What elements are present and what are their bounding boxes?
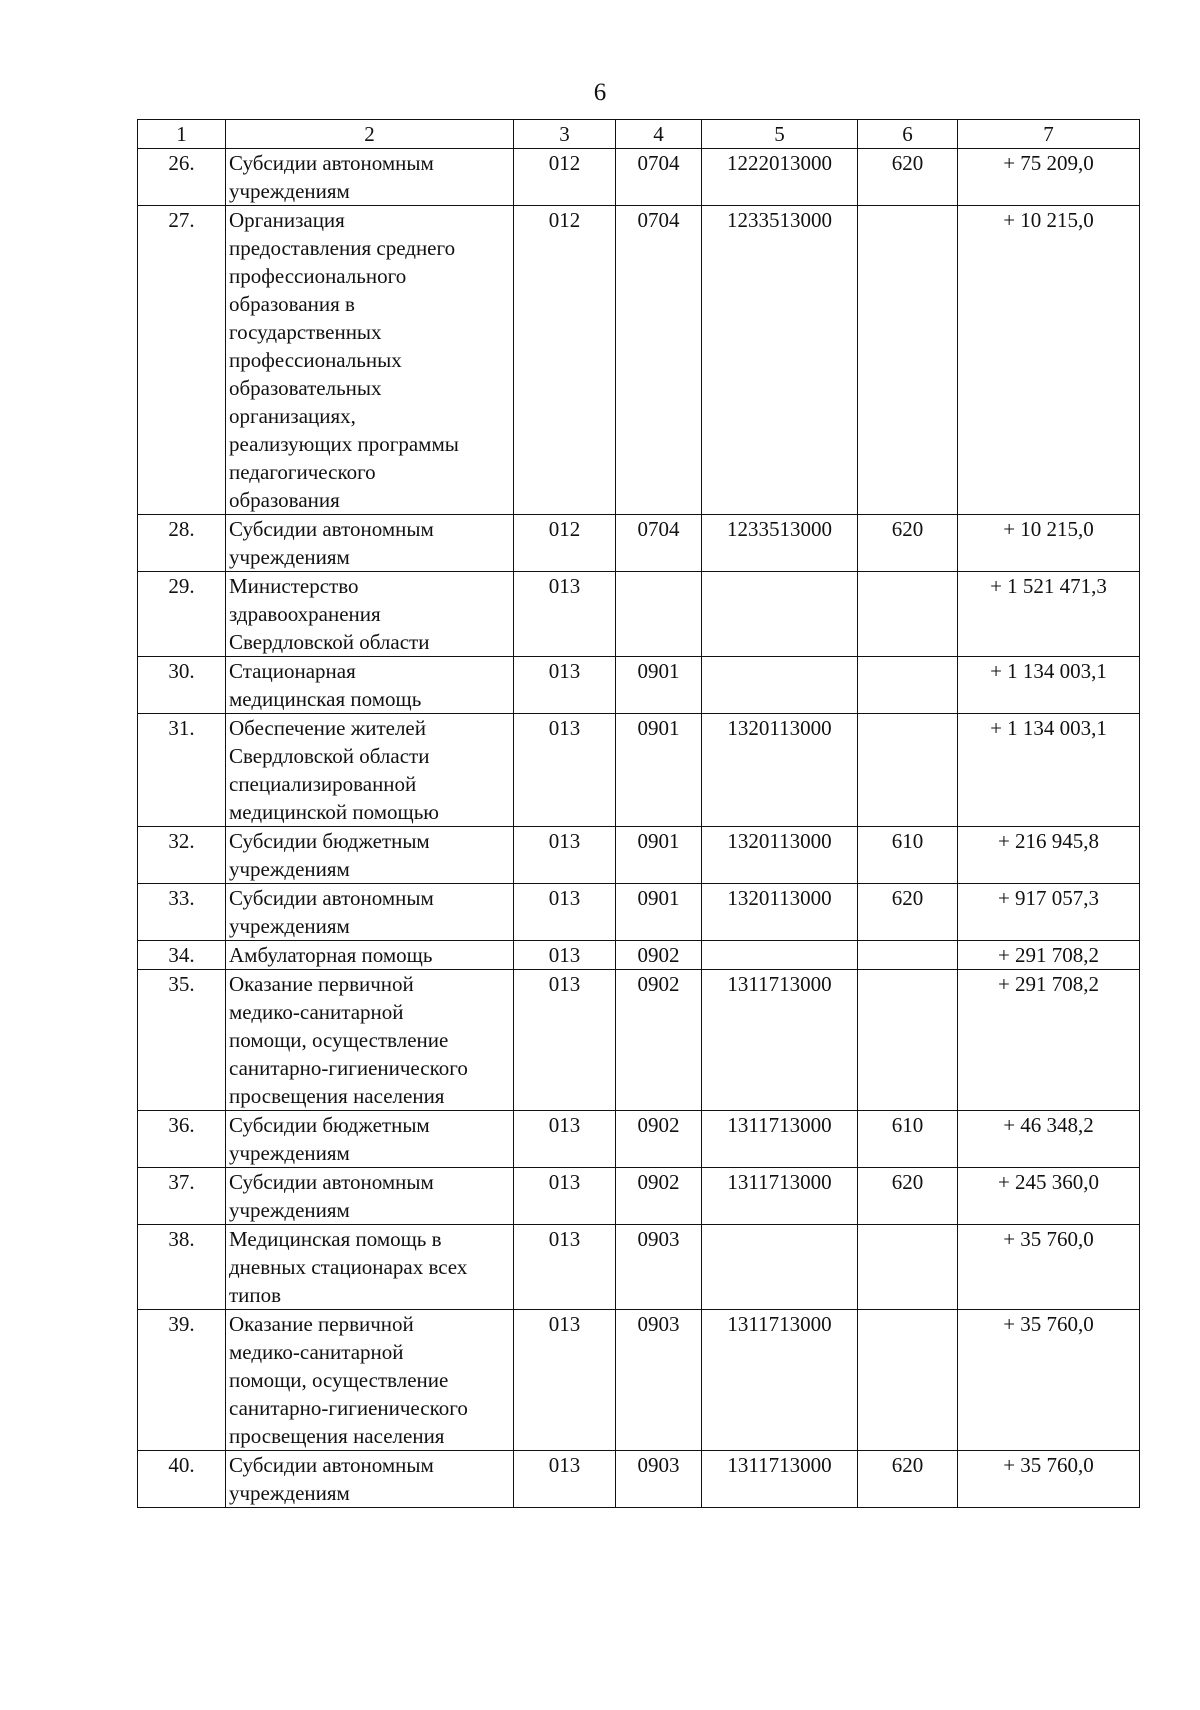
row-number-cell: 32. — [138, 827, 226, 884]
item-name-line: предоставления среднего — [229, 236, 456, 260]
item-name-line: Стационарная — [229, 659, 356, 683]
item-name-line: Обеспечение жителей — [229, 716, 426, 740]
row-number-cell: 40. — [138, 1451, 226, 1508]
expense-type-cell — [858, 941, 958, 970]
item-name-line: образования — [229, 488, 340, 512]
section-code-cell: 0902 — [616, 941, 702, 970]
row-number-cell: 37. — [138, 1168, 226, 1225]
item-name-line: Амбулаторная помощь — [229, 943, 433, 967]
item-name-cell — [226, 941, 514, 970]
row-number-cell: 30. — [138, 657, 226, 714]
item-name-line: учреждениям — [229, 545, 350, 569]
expense-type-cell — [858, 1310, 958, 1451]
budget-table — [137, 119, 1140, 1508]
item-name-line: типов — [229, 1283, 282, 1307]
amount-cell: + 917 057,3 — [958, 884, 1140, 941]
item-name-line: учреждениям — [229, 1481, 350, 1505]
item-name-line: организациях, — [229, 404, 356, 428]
amount-cell: + 35 760,0 — [958, 1310, 1140, 1451]
amount-cell: + 1 134 003,1 — [958, 714, 1140, 827]
ministry-code-cell: 013 — [514, 827, 616, 884]
amount-cell: + 291 708,2 — [958, 970, 1140, 1111]
section-code-cell: 0901 — [616, 714, 702, 827]
row-number-cell: 27. — [138, 206, 226, 515]
table-row — [138, 206, 1140, 515]
item-name-line: профессиональных — [229, 348, 402, 372]
ministry-code-cell: 012 — [514, 515, 616, 572]
item-name-line: учреждениям — [229, 179, 350, 203]
expense-type-cell: 620 — [858, 149, 958, 206]
table-row — [138, 827, 1140, 884]
section-code-cell: 0901 — [616, 657, 702, 714]
item-name-cell — [226, 714, 514, 827]
amount-cell: + 35 760,0 — [958, 1225, 1140, 1310]
ministry-code-cell: 013 — [514, 1111, 616, 1168]
table-body — [138, 149, 1140, 1508]
table-row — [138, 714, 1140, 827]
target-article-cell: 1320113000 — [702, 714, 858, 827]
table-row — [138, 515, 1140, 572]
target-article-cell: 1222013000 — [702, 149, 858, 206]
ministry-code-cell: 013 — [514, 1451, 616, 1508]
item-name-line: помощи, осуществление — [229, 1368, 449, 1392]
item-name-line: реализующих программы — [229, 432, 459, 456]
amount-cell: + 10 215,0 — [958, 206, 1140, 515]
item-name-cell — [226, 149, 514, 206]
table-row — [138, 941, 1140, 970]
ministry-code-cell: 012 — [514, 149, 616, 206]
table-row — [138, 1451, 1140, 1508]
item-name-cell — [226, 1225, 514, 1310]
section-code-cell: 0704 — [616, 149, 702, 206]
row-number-cell: 36. — [138, 1111, 226, 1168]
amount-cell: + 245 360,0 — [958, 1168, 1140, 1225]
expense-type-cell — [858, 714, 958, 827]
item-name-cell — [226, 884, 514, 941]
header-row — [138, 120, 1140, 149]
target-article-cell: 1233513000 — [702, 206, 858, 515]
section-code-cell: 0901 — [616, 827, 702, 884]
amount-cell: + 35 760,0 — [958, 1451, 1140, 1508]
row-number-cell: 29. — [138, 572, 226, 657]
column-header: 1 — [138, 120, 226, 149]
expense-type-cell: 610 — [858, 1111, 958, 1168]
item-name-line: медицинской помощью — [229, 800, 439, 824]
item-name-line: Медицинская помощь в — [229, 1227, 442, 1251]
ministry-code-cell: 013 — [514, 714, 616, 827]
target-article-cell — [702, 657, 858, 714]
item-name-line: Субсидии бюджетным — [229, 829, 430, 853]
item-name-line: образования в — [229, 292, 355, 316]
item-name-cell — [226, 827, 514, 884]
column-header: 6 — [858, 120, 958, 149]
item-name-cell — [226, 572, 514, 657]
item-name-line: здравоохранения — [229, 602, 381, 626]
item-name-line: учреждениям — [229, 1141, 350, 1165]
item-name-line: учреждениям — [229, 914, 350, 938]
ministry-code-cell: 013 — [514, 657, 616, 714]
row-number-cell: 35. — [138, 970, 226, 1111]
item-name-line: профессионального — [229, 264, 407, 288]
ministry-code-cell: 013 — [514, 1168, 616, 1225]
table-row — [138, 657, 1140, 714]
expense-type-cell — [858, 970, 958, 1111]
item-name-line: Субсидии автономным — [229, 151, 434, 175]
row-number-cell: 38. — [138, 1225, 226, 1310]
table-row — [138, 1225, 1140, 1310]
section-code-cell: 0902 — [616, 1168, 702, 1225]
ministry-code-cell: 013 — [514, 1310, 616, 1451]
item-name-line: Министерство — [229, 574, 359, 598]
table-row — [138, 1310, 1140, 1451]
target-article-cell: 1311713000 — [702, 1168, 858, 1225]
expense-type-cell: 620 — [858, 1451, 958, 1508]
item-name-line: просвещения населения — [229, 1084, 445, 1108]
item-name-line: Оказание первичной — [229, 1312, 414, 1336]
target-article-cell: 1311713000 — [702, 1111, 858, 1168]
item-name-line: Субсидии автономным — [229, 1453, 434, 1477]
section-code-cell: 0903 — [616, 1225, 702, 1310]
section-code-cell — [616, 572, 702, 657]
item-name-cell — [226, 1451, 514, 1508]
ministry-code-cell: 013 — [514, 572, 616, 657]
item-name-line: учреждениям — [229, 1198, 350, 1222]
table-row — [138, 884, 1140, 941]
row-number-cell: 39. — [138, 1310, 226, 1451]
item-name-line: педагогического — [229, 460, 376, 484]
column-header: 5 — [702, 120, 858, 149]
ministry-code-cell: 013 — [514, 970, 616, 1111]
item-name-cell — [226, 657, 514, 714]
expense-type-cell — [858, 1225, 958, 1310]
item-name-line: Свердловской области — [229, 630, 430, 654]
amount-cell: + 1 134 003,1 — [958, 657, 1140, 714]
expense-type-cell — [858, 206, 958, 515]
expense-type-cell — [858, 572, 958, 657]
item-name-line: Субсидии автономным — [229, 1170, 434, 1194]
amount-cell: + 216 945,8 — [958, 827, 1140, 884]
target-article-cell: 1320113000 — [702, 827, 858, 884]
amount-cell: + 1 521 471,3 — [958, 572, 1140, 657]
item-name-cell — [226, 206, 514, 515]
target-article-cell: 1233513000 — [702, 515, 858, 572]
column-header: 7 — [958, 120, 1140, 149]
item-name-line: медицинская помощь — [229, 687, 422, 711]
table-row — [138, 572, 1140, 657]
expense-type-cell: 620 — [858, 515, 958, 572]
row-number-cell: 31. — [138, 714, 226, 827]
amount-cell: + 75 209,0 — [958, 149, 1140, 206]
table-row — [138, 1168, 1140, 1225]
target-article-cell — [702, 941, 858, 970]
column-header: 2 — [226, 120, 514, 149]
item-name-line: Оказание первичной — [229, 972, 414, 996]
row-number-cell: 34. — [138, 941, 226, 970]
expense-type-cell: 610 — [858, 827, 958, 884]
item-name-line: медико-санитарной — [229, 1340, 404, 1364]
item-name-line: помощи, осуществление — [229, 1028, 449, 1052]
item-name-line: Субсидии бюджетным — [229, 1113, 430, 1137]
amount-cell: + 46 348,2 — [958, 1111, 1140, 1168]
item-name-line: санитарно-гигиенического — [229, 1396, 468, 1420]
item-name-line: государственных — [229, 320, 382, 344]
row-number-cell: 33. — [138, 884, 226, 941]
amount-cell: + 291 708,2 — [958, 941, 1140, 970]
item-name-line: дневных стационарах всех — [229, 1255, 468, 1279]
ministry-code-cell: 013 — [514, 1225, 616, 1310]
table-row — [138, 1111, 1140, 1168]
item-name-line: Организация — [229, 208, 345, 232]
section-code-cell: 0704 — [616, 206, 702, 515]
column-header: 4 — [616, 120, 702, 149]
item-name-line: Субсидии автономным — [229, 517, 434, 541]
item-name-cell — [226, 515, 514, 572]
item-name-cell — [226, 1111, 514, 1168]
item-name-line: образовательных — [229, 376, 382, 400]
column-header: 3 — [514, 120, 616, 149]
table-row — [138, 970, 1140, 1111]
page-number: 6 — [593, 79, 607, 106]
table-row — [138, 149, 1140, 206]
item-name-cell — [226, 970, 514, 1111]
expense-type-cell: 620 — [858, 884, 958, 941]
section-code-cell: 0901 — [616, 884, 702, 941]
target-article-cell: 1320113000 — [702, 884, 858, 941]
target-article-cell: 1311713000 — [702, 1310, 858, 1451]
expense-type-cell: 620 — [858, 1168, 958, 1225]
ministry-code-cell: 012 — [514, 206, 616, 515]
target-article-cell — [702, 1225, 858, 1310]
item-name-line: специализированной — [229, 772, 417, 796]
ministry-code-cell: 013 — [514, 941, 616, 970]
section-code-cell: 0704 — [616, 515, 702, 572]
expense-type-cell — [858, 657, 958, 714]
item-name-line: медико-санитарной — [229, 1000, 404, 1024]
item-name-line: учреждениям — [229, 857, 350, 881]
item-name-line: Субсидии автономным — [229, 886, 434, 910]
target-article-cell — [702, 572, 858, 657]
ministry-code-cell: 013 — [514, 884, 616, 941]
row-number-cell: 26. — [138, 149, 226, 206]
section-code-cell: 0902 — [616, 1111, 702, 1168]
item-name-line: санитарно-гигиенического — [229, 1056, 468, 1080]
row-number-cell: 28. — [138, 515, 226, 572]
item-name-cell — [226, 1310, 514, 1451]
section-code-cell: 0903 — [616, 1451, 702, 1508]
section-code-cell: 0903 — [616, 1310, 702, 1451]
item-name-line: Свердловской области — [229, 744, 430, 768]
section-code-cell: 0902 — [616, 970, 702, 1111]
item-name-cell — [226, 1168, 514, 1225]
target-article-cell: 1311713000 — [702, 970, 858, 1111]
amount-cell: + 10 215,0 — [958, 515, 1140, 572]
item-name-line: просвещения населения — [229, 1424, 445, 1448]
target-article-cell: 1311713000 — [702, 1451, 858, 1508]
